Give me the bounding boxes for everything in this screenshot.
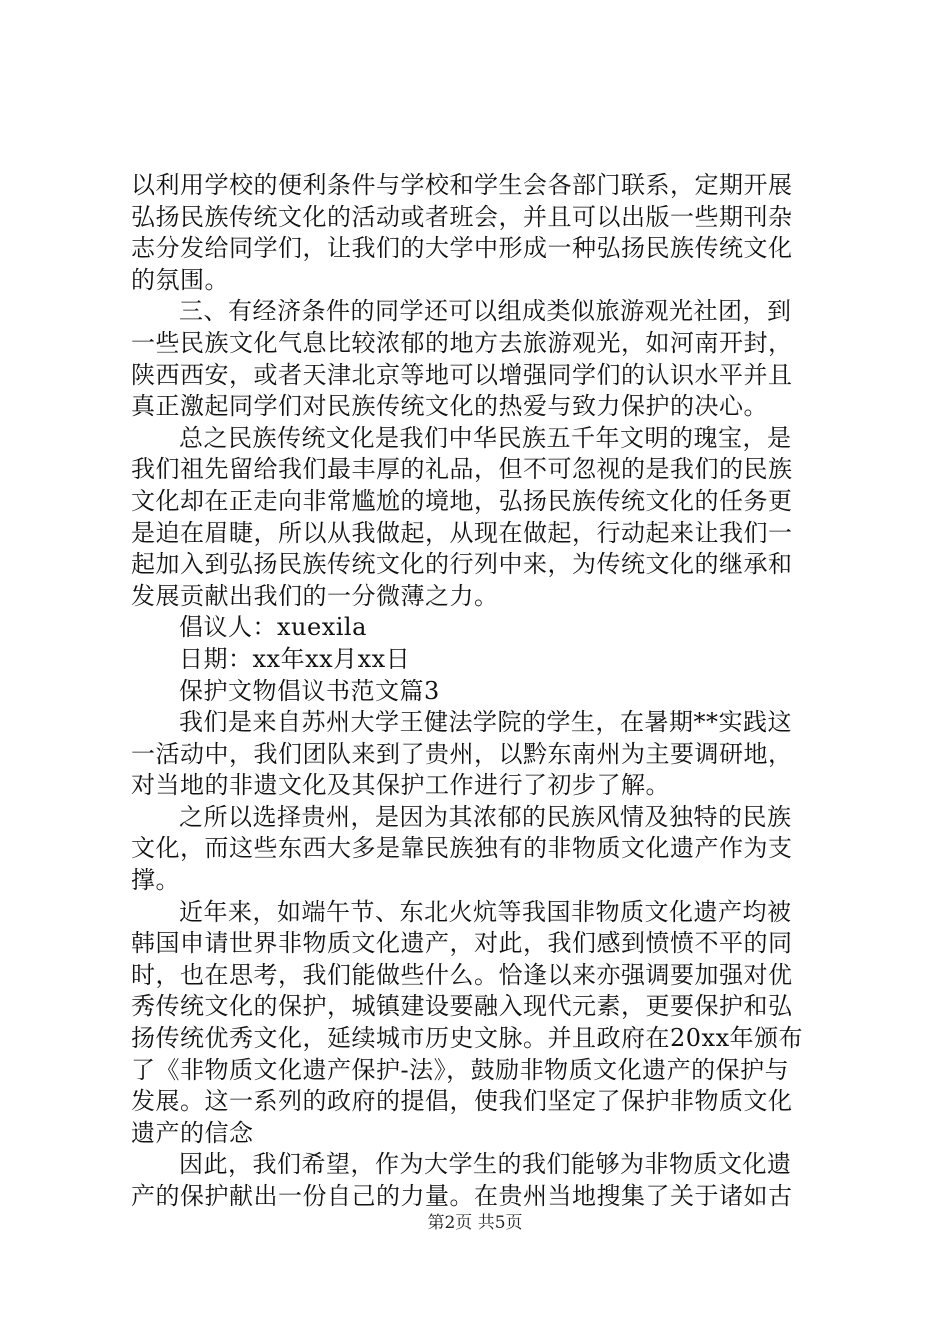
text-line: 总之民族传统文化是我们中华民族五千年文明的瑰宝，是 <box>179 423 792 452</box>
text-line: 了《非物质文化遗产保护-法》，鼓励非物质文化遗产的保护与 <box>131 1055 790 1084</box>
text-line: 撑。 <box>131 866 180 895</box>
text-line: 产的保护献出一份自己的力量。在贵州当地搜集了关于诸如古 <box>131 1182 793 1210</box>
text-line: 对当地的非遗文化及其保护工作进行了初步了解。 <box>131 771 670 800</box>
text-line: 一活动中，我们团队来到了贵州，以黔东南州为主要调研地， <box>131 739 793 768</box>
text-line: 近年来，如端午节、东北火炕等我国非物质文化遗产均被 <box>179 897 792 926</box>
text-line: 三、有经济条件的同学还可以组成类似旅游观光社团，到 <box>179 297 792 326</box>
text-line: 发展贡献出我们的一分微薄之力。 <box>131 581 499 610</box>
text-line: 倡议人：xuexila <box>179 613 367 642</box>
text-line: 韩国申请世界非物质文化遗产，对此，我们感到愤愤不平的同 <box>131 929 793 958</box>
document-body <box>131 170 831 1213</box>
text-line: 陕西西安，或者天津北京等地可以增强同学们的认识水平并且 <box>131 360 793 389</box>
text-line: 文化却在正走向非常尴尬的境地，弘扬民族传统文化的任务更 <box>131 486 793 515</box>
text-line: 日期：xx年xx月xx日 <box>179 644 411 673</box>
text-line: 秀传统文化的保护，城镇建设要融入现代元素，更要保护和弘 <box>131 992 793 1021</box>
text-line: 一些民族文化气息比较浓郁的地方去旅游观光，如河南开封， <box>131 328 793 357</box>
text-line: 起加入到弘扬民族传统文化的行列中来，为传统文化的继承和 <box>131 550 793 579</box>
text-line: 弘扬民族传统文化的活动或者班会，并且可以出版一些期刊杂 <box>131 202 793 231</box>
text-line: 我们是来自苏州大学王健法学院的学生，在暑期**实践这 <box>179 708 792 737</box>
text-line: 发展。这一系列的政府的提倡，使我们坚定了保护非物质文化 <box>131 1087 793 1116</box>
text-line: 的氛围。 <box>131 265 229 294</box>
text-line: 真正激起同学们对民族传统文化的热爱与致力保护的决心。 <box>131 392 768 421</box>
text-line: 文化，而这些东西大多是靠民族独有的非物质文化遗产作为支 <box>131 834 793 863</box>
text-line: 遗产的信念 <box>131 1118 254 1147</box>
text-line: 因此，我们希望，作为大学生的我们能够为非物质文化遗 <box>179 1150 792 1179</box>
page-footer: 第2页 共5页 <box>427 1213 523 1233</box>
text-line: 之所以选择贵州，是因为其浓郁的民族风情及独特的民族 <box>179 802 792 831</box>
text-line: 是迫在眉睫，所以从我做起，从现在做起，行动起来让我们一 <box>131 518 793 547</box>
text-line: 保护文物倡议书范文篇3 <box>179 676 440 705</box>
text-line: 时，也在思考，我们能做些什么。恰逢以来亦强调要加强对优 <box>131 960 793 989</box>
text-line: 我们祖先留给我们最丰厚的礼品，但不可忽视的是我们的民族 <box>131 455 793 484</box>
text-line: 志分发给同学们，让我们的大学中形成一种弘扬民族传统文化 <box>131 234 793 263</box>
text-line: 以利用学校的便利条件与学校和学生会各部门联系，定期开展 <box>131 171 793 199</box>
text-line: 扬传统优秀文化，延续城市历史文脉。并且政府在20xx年颁布 <box>131 1024 804 1053</box>
